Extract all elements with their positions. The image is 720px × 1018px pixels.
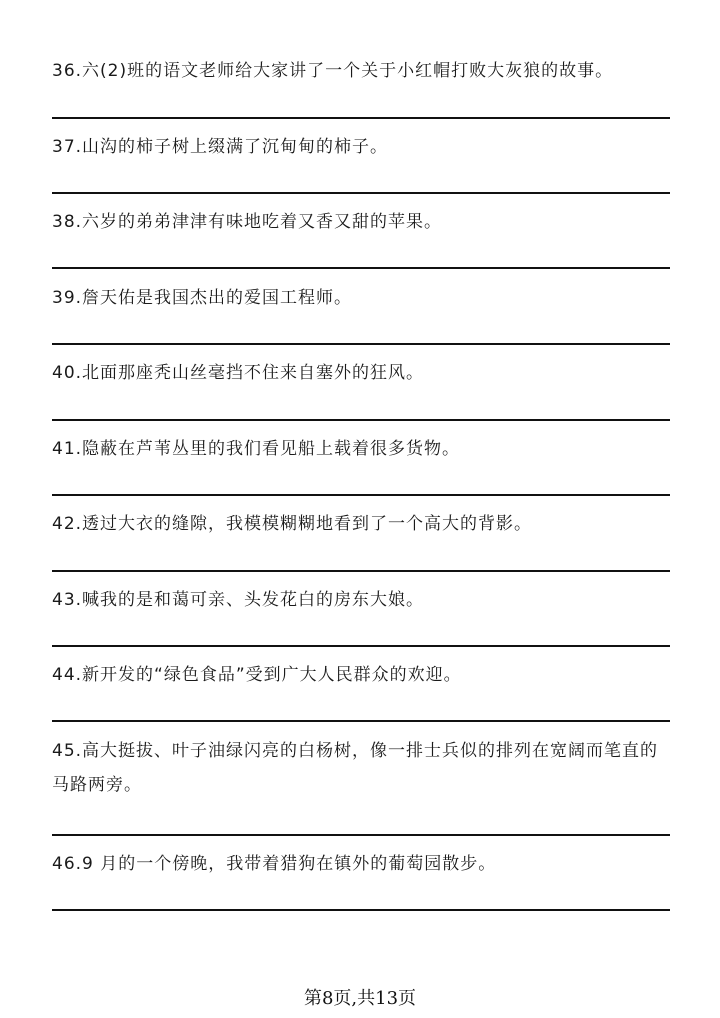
answer-line [52,419,670,421]
question-text: 隐蔽在芦苇丛里的我们看见船上载着很多货物。 [82,439,461,459]
question-number: 37. [52,137,83,157]
question-text: 9 月的一个傍晚，我带着猎狗在镇外的葡萄园散步。 [82,854,497,874]
question-number: 45. [52,741,83,761]
question-text: 透过大衣的缝隙，我模模糊糊地看到了一个高大的背影。 [82,514,533,534]
question-text: 詹天佑是我国杰出的爱国工程师。 [82,288,353,308]
question-37 [52,130,670,164]
question-text: 新开发的“绿色食品”受到广大人民群众的欢迎。 [82,665,462,685]
question-38 [52,205,670,239]
answer-line [52,494,670,496]
question-number: 46. [52,854,83,874]
question-number: 36. [52,61,83,81]
answer-line [52,645,670,647]
question-number: 41. [52,439,83,459]
question-number: 43. [52,590,83,610]
question-number: 40. [52,363,83,383]
question-42 [52,507,670,541]
question-number: 38. [52,212,83,232]
question-41 [52,432,670,466]
question-text: 高大挺拔、叶子油绿闪亮的白杨树，像一排士兵似的排列在宽阔而笔直的马路两旁。 [52,741,659,795]
question-36 [52,54,670,88]
question-43 [52,583,670,617]
question-number: 42. [52,514,83,534]
answer-line [52,192,670,194]
answer-line [52,343,670,345]
page-number-footer: 第8页,共13页 [303,988,417,1009]
answer-line [52,117,670,119]
question-39 [52,281,670,315]
question-number: 44. [52,665,83,685]
question-40 [52,356,670,390]
question-44 [52,658,670,692]
answer-line [52,570,670,572]
question-45 [52,734,670,802]
question-number: 39. [52,288,83,308]
question-text: 喊我的是和蔼可亲、头发花白的房东大娘。 [82,590,425,610]
answer-line [52,834,670,836]
answer-line [52,720,670,722]
answer-line [52,267,670,269]
question-text: 六(2)班的语文老师给大家讲了一个关于小红帽打败大灰狼的故事。 [82,61,614,81]
question-text: 六岁的弟弟津津有味地吃着又香又甜的苹果。 [82,212,443,232]
question-46 [52,847,670,881]
question-text: 山沟的柿子树上缀满了沉甸甸的柿子。 [82,137,389,157]
question-text: 北面那座秃山丝毫挡不住来自塞外的狂风。 [82,363,425,383]
answer-line [52,909,670,911]
